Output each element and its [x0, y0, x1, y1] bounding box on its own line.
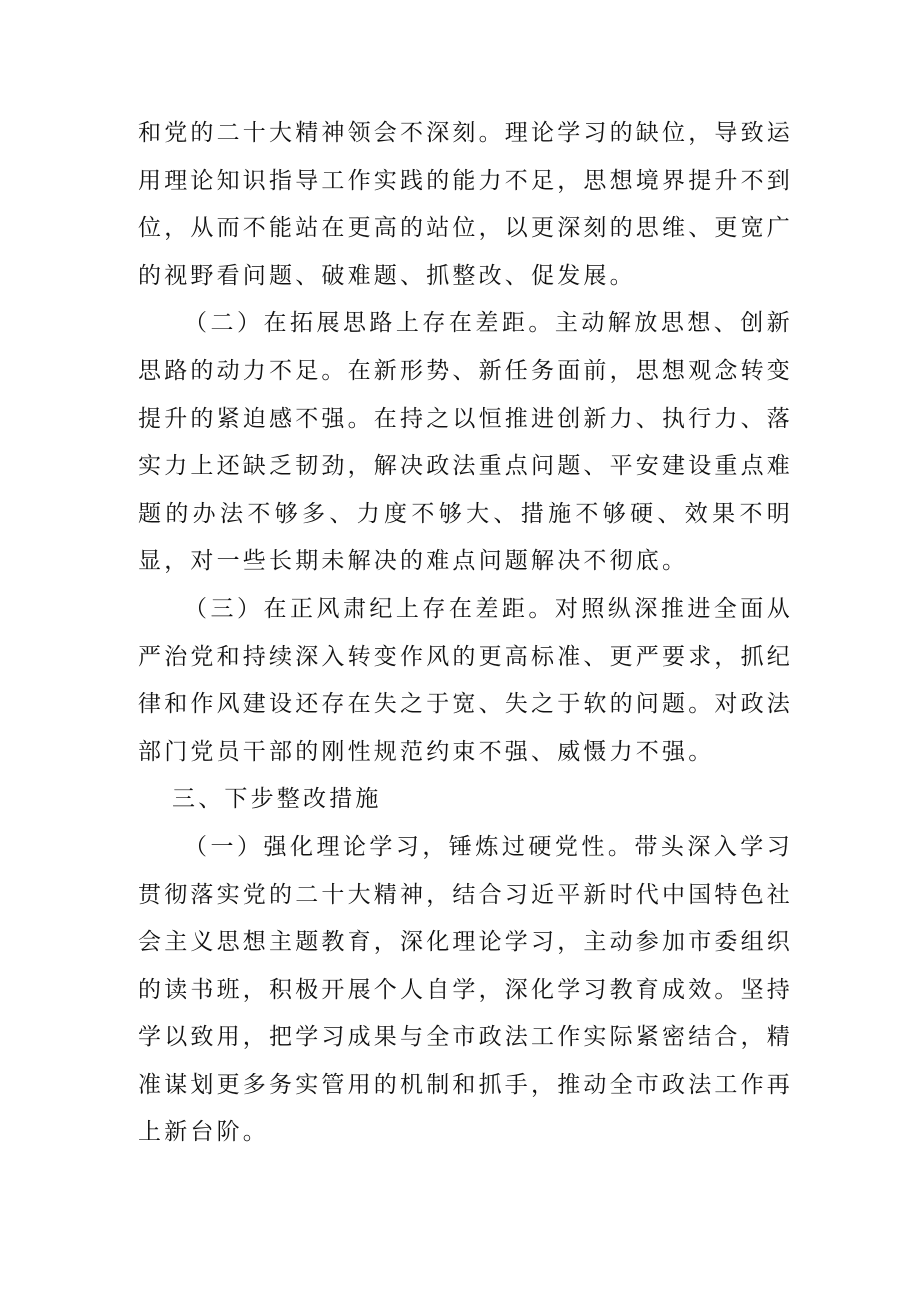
- paragraph-section-3: （三）在正风肃纪上存在差距。对照纵深推进全面从严治党和持续深入转变作风的更高标准、更严要求，抓纪律和作风建设还存在失之于宽、失之于软的问题。对政法部门党员干部的刚性规范约束不强、威慑力不强。: [138, 595, 793, 765]
- paragraph-measure-1: （一）强化理论学习，锤炼过硬党性。带头深入学习贯彻落实党的二十大精神，结合习近平新时代中国特色社会主义思想主题教育，深化理论学习，主动参加市委组织的读书班，积极开展个人自学，深化学习教育成效。坚持学以致用，把学习成果与全市政法工作实际紧密结合，精准谋划更多务实管用的机制和抓手，推动全市政法工作再上新台阶。: [138, 833, 793, 1146]
- paragraph-section-2: （二）在拓展思路上存在差距。主动解放思想、创新思路的动力不足。在新形势、新任务面前，思想观念转变提升的紧迫感不强。在持之以恒推进创新力、执行力、落实力上还缺乏韧劲，解决政法重点问题、平安建设重点难题的办法不够多、力度不够大、措施不够硬、效果不明显，对一些长期未解决的难点问题解决不彻底。: [138, 310, 793, 575]
- paragraph-continuation: 和党的二十大精神领会不深刻。理论学习的缺位，导致运用理论知识指导工作实践的能力不足，思想境界提升不到位，从而不能站在更高的站位，以更深刻的思维、更宽广的视野看问题、破难题、抓整改、促发展。: [138, 120, 793, 289]
- section-heading-3: 三、下步整改措施: [172, 786, 382, 813]
- document-body: [138, 110, 793, 1157]
